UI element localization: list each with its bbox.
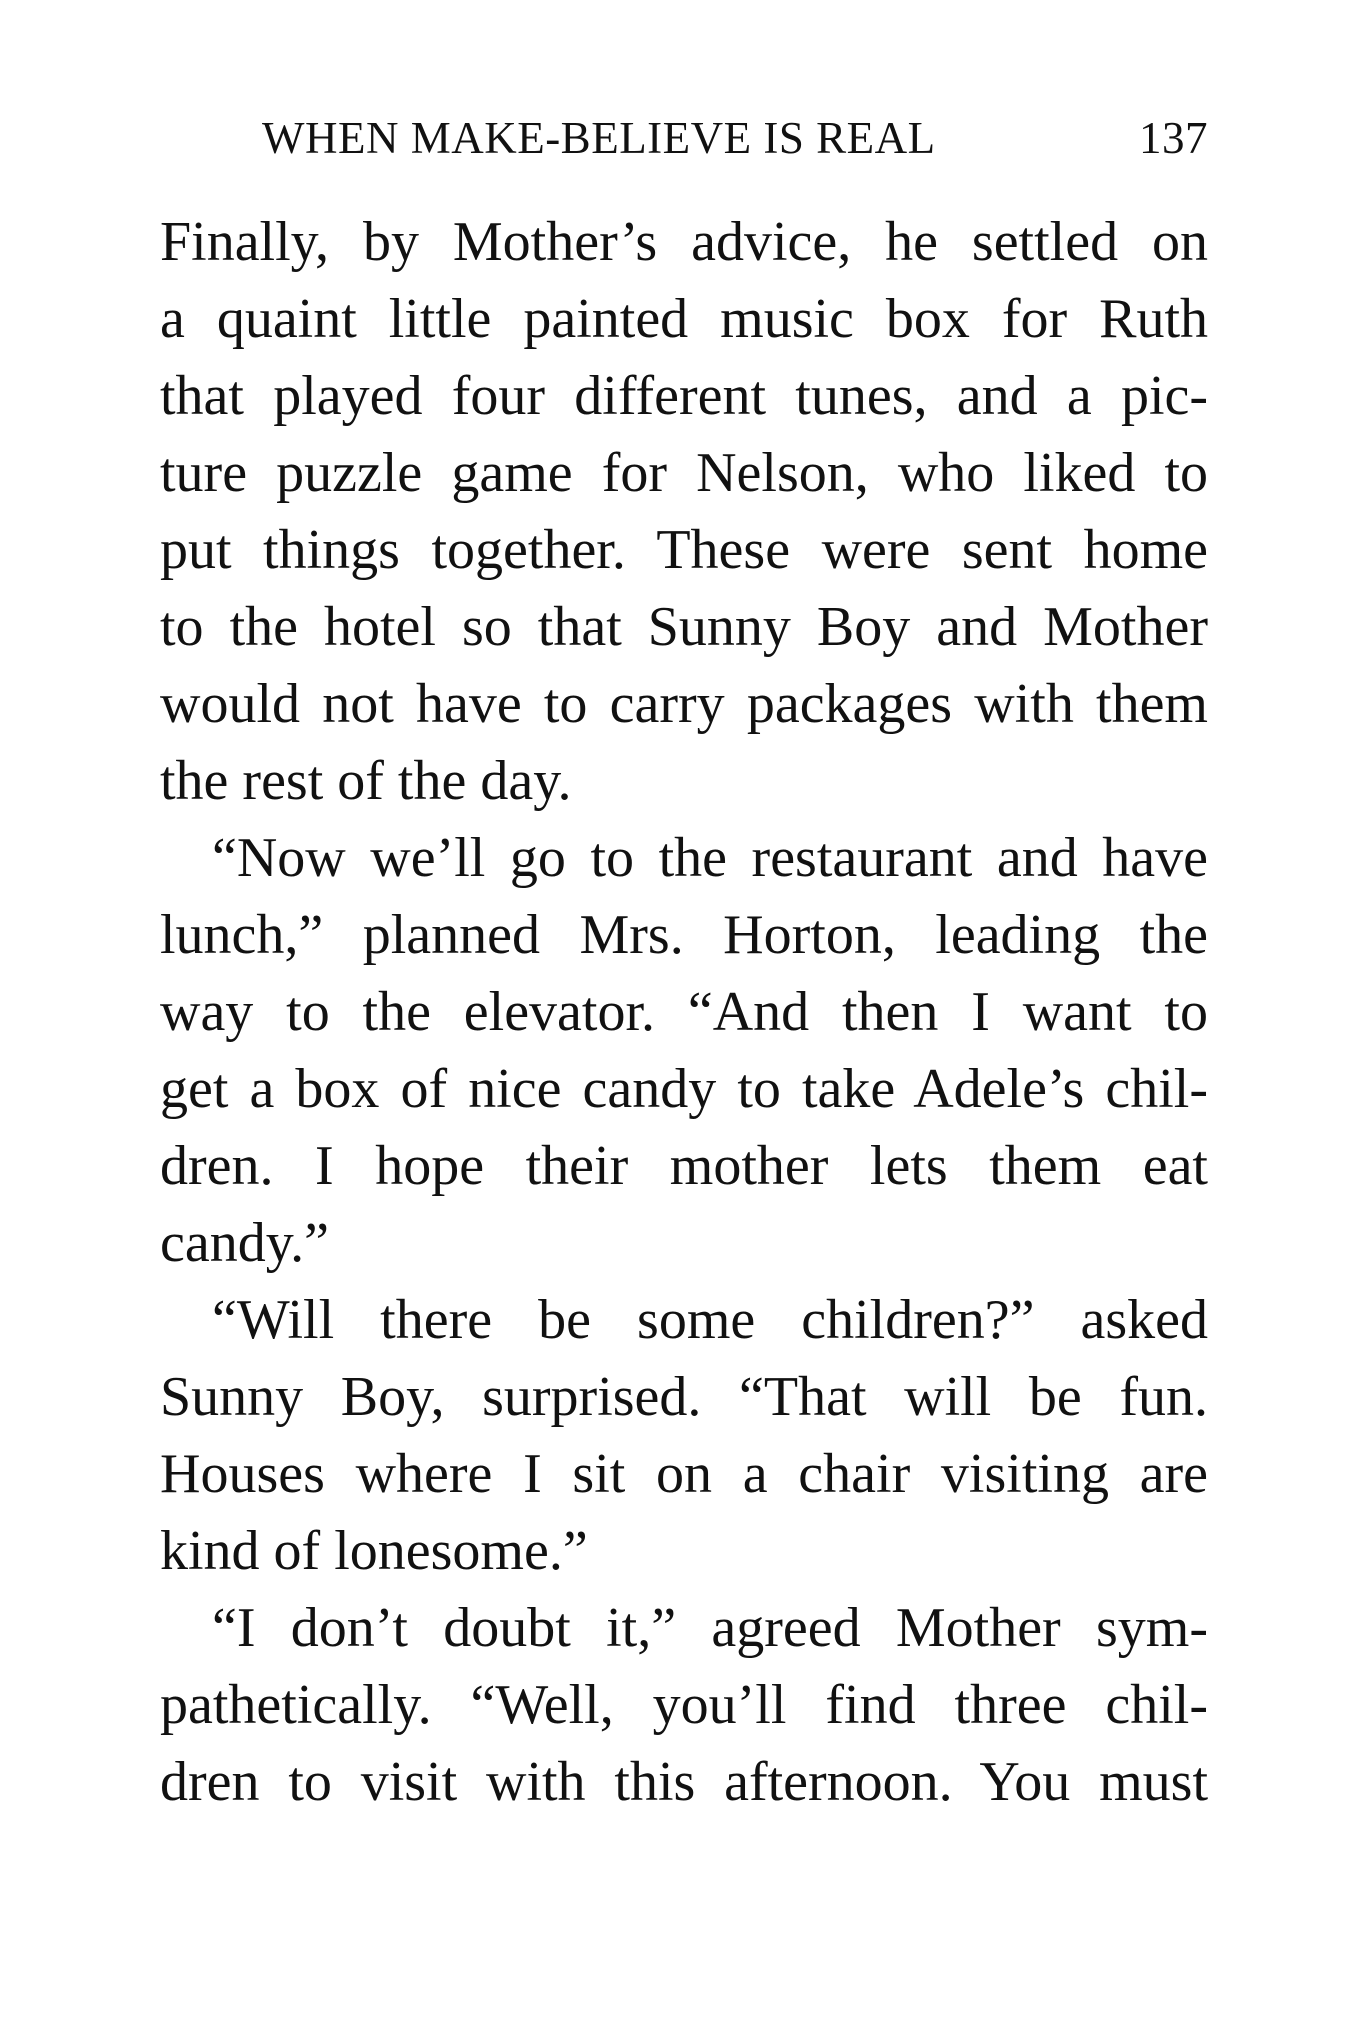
page-number: 137: [1139, 113, 1208, 163]
running-title: WHEN MAKE-BELIEVE IS REAL: [262, 113, 936, 163]
text-line: candy.”: [160, 1212, 329, 1274]
running-header: [262, 108, 1208, 168]
text-line: the rest of the day.: [160, 750, 572, 812]
text-line: get a box of nice candy to take Adele’s chil-: [160, 1058, 1208, 1120]
text-line: lunch,” planned Mrs. Horton, leading the: [160, 904, 1208, 966]
text-line: “I don’t doubt it,” agreed Mother sym-: [212, 1597, 1208, 1659]
text-line: ture puzzle game for Nelson, who liked to: [160, 442, 1208, 504]
text-line: Sunny Boy, surprised. “That will be fun.: [160, 1366, 1208, 1428]
text-line: a quaint little painted music box for Ruth: [160, 288, 1208, 350]
text-line: “Will there be some children?” asked: [212, 1289, 1208, 1351]
text-line: dren to visit with this afternoon. You must: [160, 1751, 1208, 1813]
text-line: would not have to carry packages with them: [160, 673, 1208, 735]
text-line: that played four different tunes, and a pic-: [160, 365, 1208, 427]
text-line: “Now we’ll go to the restaurant and have: [212, 827, 1208, 889]
text-line: put things together. These were sent home: [160, 519, 1208, 581]
text-line: way to the elevator. “And then I want to: [160, 981, 1208, 1043]
text-line: kind of lonesome.”: [160, 1520, 588, 1582]
text-line: dren. I hope their mother lets them eat: [160, 1135, 1208, 1197]
text-line: pathetically. “Well, you’ll find three chil-: [160, 1674, 1208, 1736]
text-line: Houses where I sit on a chair visiting are: [160, 1443, 1208, 1505]
text-line: to the hotel so that Sunny Boy and Mother: [160, 596, 1208, 658]
body-text: [160, 204, 1208, 1821]
text-line: Finally, by Mother’s advice, he settled on: [160, 211, 1208, 273]
